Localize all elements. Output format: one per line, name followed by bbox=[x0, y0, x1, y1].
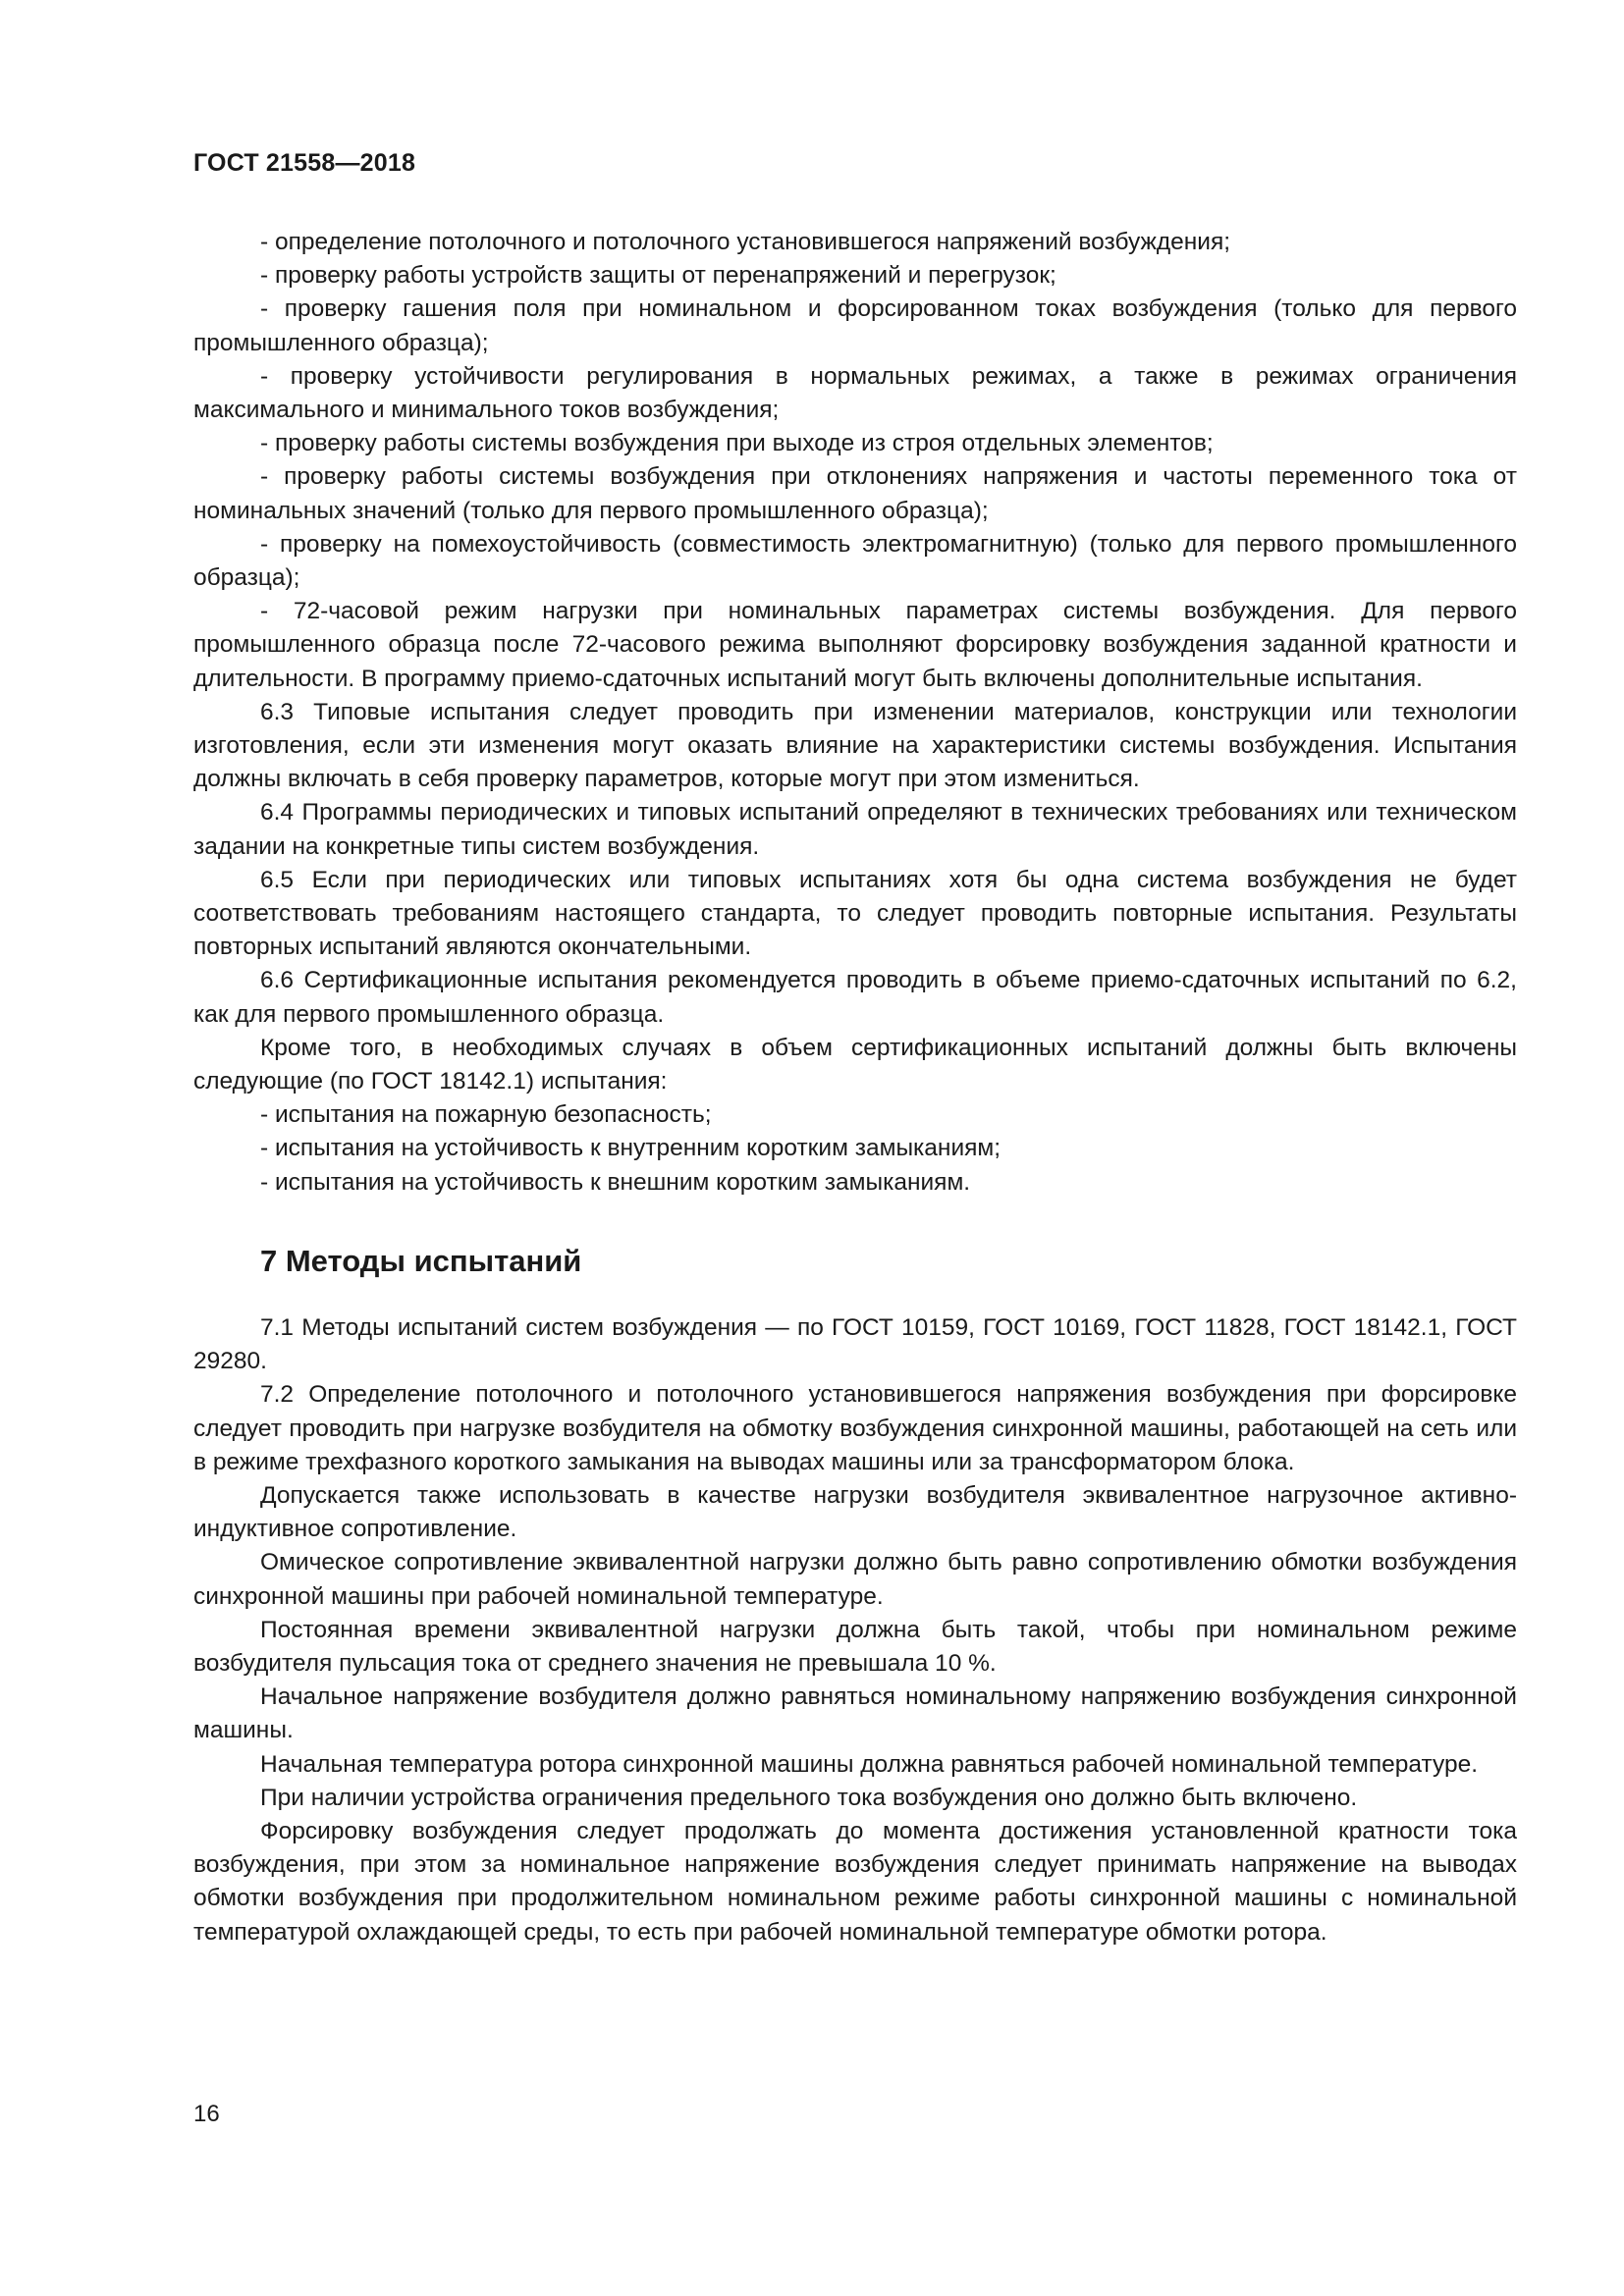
paragraph: Допускается также использовать в качестве нагрузки возбудителя эквивалентное нагрузочное активно-индуктивное сопротивление. bbox=[193, 1481, 1517, 1543]
paragraph-7-2: 7.2 Определение потолочного и потолочного установившегося напряжения возбуждения при форсировке следует проводить при нагрузке возбудителя на обмотку возбуждения синхронной машины, работающей на сеть или в режиме трехфазного короткого замыкания на выводах машины или за трансформатором блока. bbox=[193, 1381, 1517, 1475]
list-item: - проверку работы системы возбуждения при отклонениях напряжения и частоты переменного тока от номинальных значений (только для первого промышленного образца); bbox=[193, 463, 1517, 524]
paragraph-6-6: 6.6 Сертификационные испытания рекомендуется проводить в объеме приемо-сдаточных испытаний по 6.2, как для первого промышленного образца. bbox=[193, 967, 1517, 1028]
paragraph: Омическое сопротивление эквивалентной нагрузки должно быть равно сопротивлению обмотки возбуждения синхронной машины при рабочей номинальной температуре. bbox=[193, 1549, 1517, 1610]
list-item: - испытания на устойчивость к внутренним коротким замыканиям; bbox=[260, 1135, 1001, 1162]
page-body bbox=[193, 226, 1517, 1949]
paragraph-6-5: 6.5 Если при периодических или типовых испытаниях хотя бы одна система возбуждения не будет соответствовать требованиям настоящего стандарта, то следует проводить повторные испытания. Результаты повторных испытаний являются окончательными. bbox=[193, 866, 1517, 961]
paragraph: Форсировку возбуждения следует продолжать до момента достижения установленной кратности тока возбуждения, при этом за номинальное напряжение возбуждения следует принимать напряжение на выводах обмотки возбуждения при продолжительном номинальном режиме работы синхронной машины с номинальной температурой охлаждающей среды, то есть при рабочей номинальной температуре обмотки ротора. bbox=[193, 1817, 1517, 1946]
list-item: - испытания на пожарную безопасность; bbox=[260, 1101, 712, 1129]
list-item: - 72-часовой режим нагрузки при номинальных параметрах системы возбуждения. Для первого промышленного образца после 72-часового режима выполняют форсировку возбуждения заданной кратности и длительности. В программу приемо-сдаточных испытаний могут быть включены дополнительные испытания. bbox=[193, 598, 1517, 692]
list-item: - проверку работы устройств защиты от перенапряжений и перегрузок; bbox=[260, 262, 1056, 290]
list-item: - проверку устойчивости регулирования в нормальных режимах, а также в режимах ограничения максимального и минимального токов возбуждения; bbox=[193, 362, 1517, 424]
list-item: - проверку гашения поля при номинальном и форсированном токах возбуждения (только для первого промышленного образца); bbox=[193, 295, 1517, 356]
document-code-header: ГОСТ 21558—2018 bbox=[193, 149, 416, 177]
paragraph: Постоянная времени эквивалентной нагрузки должна быть такой, чтобы при номинальном режиме возбудителя пульсация тока от среднего значения не превышала 10 %. bbox=[193, 1616, 1517, 1677]
certification-test-list bbox=[193, 1098, 1517, 1200]
paragraph-6-3: 6.3 Типовые испытания следует проводить при изменении материалов, конструкции или технологии изготовления, если эти изменения могут оказать влияние на характеристики системы возбуждения. Испытания должны включать в себя проверку параметров, которые могут при этом измениться. bbox=[193, 698, 1517, 793]
paragraph: Начальная температура ротора синхронной машины должна равняться рабочей номинальной температуре. bbox=[260, 1750, 1479, 1778]
list-item: - испытания на устойчивость к внешним коротким замыканиям. bbox=[260, 1168, 971, 1196]
paragraph: Кроме того, в необходимых случаях в объем сертификационных испытаний должны быть включены следующие (по ГОСТ 18142.1) испытания: bbox=[193, 1034, 1517, 1095]
list-item: - проверку на помехоустойчивость (совместимость электромагнитную) (только для первого промышленного образца); bbox=[193, 530, 1517, 592]
page-number: 16 bbox=[193, 2101, 220, 2127]
paragraph-7-1: 7.1 Методы испытаний систем возбуждения — по ГОСТ 10159, ГОСТ 10169, ГОСТ 11828, ГОСТ 18142.1, ГОСТ 29280. bbox=[193, 1313, 1517, 1375]
section-heading: 7 Методы испытаний bbox=[260, 1243, 582, 1278]
paragraph: При наличии устройства ограничения предельного тока возбуждения оно должно быть включено. bbox=[260, 1784, 1358, 1811]
list-item: - определение потолочного и потолочного установившегося напряжений возбуждения; bbox=[260, 229, 1231, 255]
section-6-paragraphs bbox=[193, 696, 1517, 1098]
section-7-paragraphs bbox=[193, 1311, 1517, 1949]
test-program-list bbox=[193, 226, 1517, 696]
paragraph: Начальное напряжение возбудителя должно равняться номинальному напряжению возбуждения синхронной машины. bbox=[193, 1683, 1517, 1744]
paragraph-6-4: 6.4 Программы периодических и типовых испытаний определяют в технических требованиях или техническом задании на конкретные типы систем возбуждения. bbox=[193, 799, 1517, 860]
list-item: - проверку работы системы возбуждения при выходе из строя отдельных элементов; bbox=[260, 430, 1214, 457]
